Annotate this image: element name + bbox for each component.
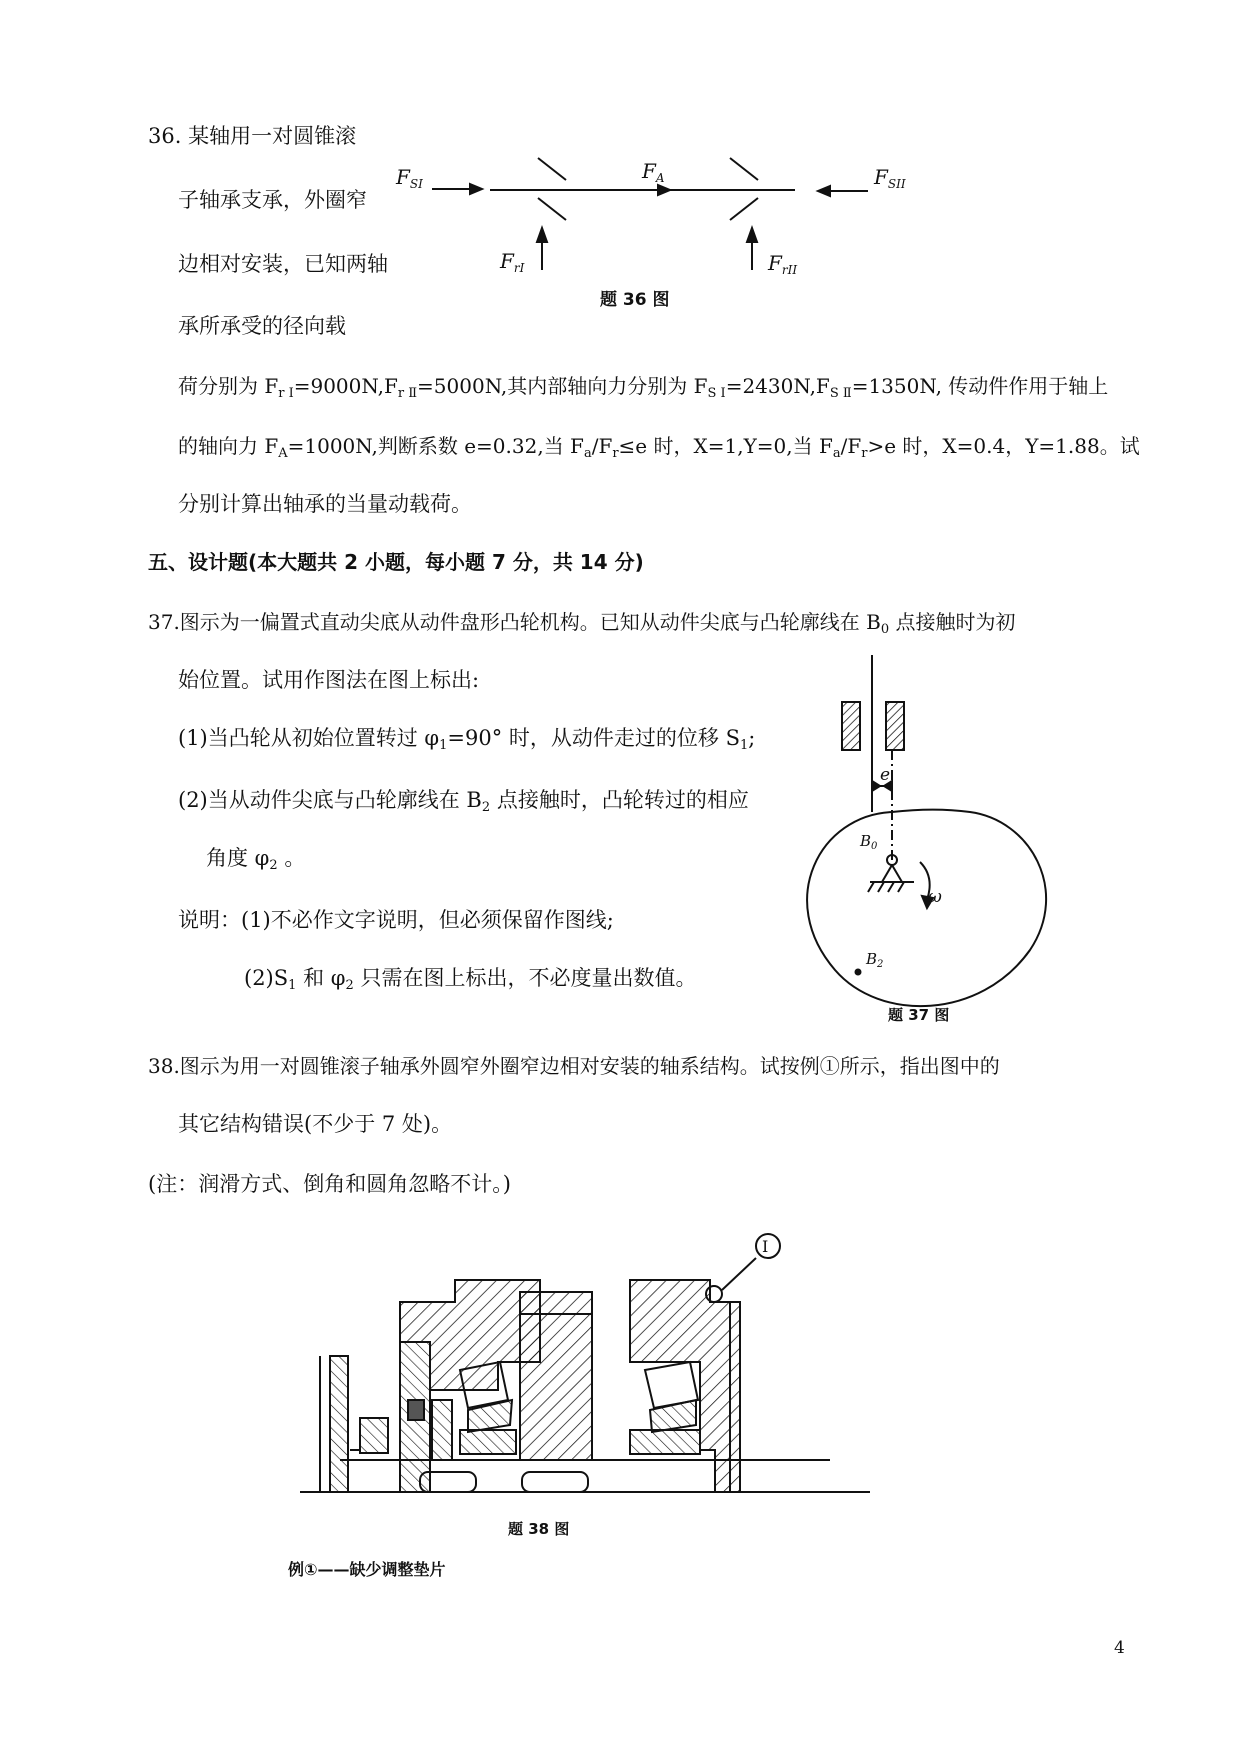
label-fa: $F_A$ bbox=[642, 159, 665, 185]
q37-item2a: (2)当从动件尖底与凸轮廓线在 $B_2$ 点接触时，凸轮转过的相应 bbox=[178, 788, 749, 815]
figure-36-caption: 题 36 图 bbox=[600, 290, 670, 310]
label-fr2: $F_{rII}$ bbox=[768, 251, 798, 277]
q36-line4: 承所承受的径向载 bbox=[178, 314, 346, 338]
label-omega: ω bbox=[928, 887, 942, 907]
q37-note1: 说明：(1)不必作文字说明，但必须保留作图线; bbox=[178, 908, 614, 932]
figure-38 bbox=[300, 1237, 880, 1550]
q38-note: (注：润滑方式、倒角和圆角忽略不计。) bbox=[148, 1172, 511, 1196]
q37-line1: 37.图示为一偏置式直动尖底从动件盘形凸轮机构。已知从动件尖底与凸轮廓线在 $B_0$ 点接触时为初 bbox=[148, 610, 1016, 637]
figure-37 bbox=[780, 650, 1070, 1030]
q36-line5: 荷分别为 $F_{r Ⅰ}=9000N,F_{r Ⅱ}=5000N$,其内部轴向力分别为 $F_{S Ⅰ}=2430N,F_{S Ⅱ}=1350N$, 传动件作用于轴上 bbox=[178, 374, 1109, 401]
q37-item1: (1)当凸轮从初始位置转过 $\varphi_1=90^\circ$ 时，从动件走过的位移 $S_1$; bbox=[178, 726, 756, 753]
label-b0: $B_0$ bbox=[860, 832, 878, 852]
label-fs2: $F_{SII}$ bbox=[874, 165, 906, 191]
q36-line3: 边相对安装，已知两轴 bbox=[178, 252, 388, 276]
label-fr1: $F_{rI}$ bbox=[500, 249, 525, 275]
q38-line2: 其它结构错误(不少于 7 处)。 bbox=[178, 1112, 453, 1136]
q38-example: 例①——缺少调整垫片 bbox=[288, 1560, 446, 1579]
q37-line2: 始位置。试用作图法在图上标出: bbox=[178, 668, 480, 692]
label-e: e bbox=[880, 765, 891, 785]
page-number: 4 bbox=[1114, 1638, 1125, 1658]
figure-38-caption: 题 38 图 bbox=[508, 1520, 570, 1538]
figure-36 bbox=[390, 140, 910, 320]
figure-37-caption: 题 37 图 bbox=[888, 1006, 950, 1024]
label-b2: $B_2$ bbox=[866, 950, 884, 970]
q37-note2: $(2)S_1$ 和 $\varphi_2$ 只需在图上标出，不必度量出数值。 bbox=[244, 966, 697, 993]
section5-title: 五、设计题(本大题共 2 小题，每小题 7 分，共 14 分) bbox=[148, 550, 644, 574]
q38-line1: 38.图示为用一对圆锥滚子轴承外圆窄外圈窄边相对安装的轴系结构。试按例①所示，指出图中的 bbox=[148, 1054, 1000, 1078]
q36-line7: 分别计算出轴承的当量动载荷。 bbox=[178, 492, 472, 516]
q36-line2: 子轴承支承，外圈窄 bbox=[178, 188, 367, 212]
q37-item2b: 角度 $\varphi_2$ 。 bbox=[206, 846, 306, 873]
q36-line6: 的轴向力 $F_A=1000N$,判断系数 e=0.32,当 $F_a/F_r\le e$ 时，X=1,Y=0,当 $F_a/F_r>e$ 时，X=0.4，Y=1.88。试 bbox=[178, 434, 1140, 461]
label-fs1: $F_{SI}$ bbox=[396, 165, 423, 191]
marker-label: I bbox=[762, 1237, 769, 1256]
q36-lead: 36. 某轴用一对圆锥滚 bbox=[148, 124, 357, 148]
